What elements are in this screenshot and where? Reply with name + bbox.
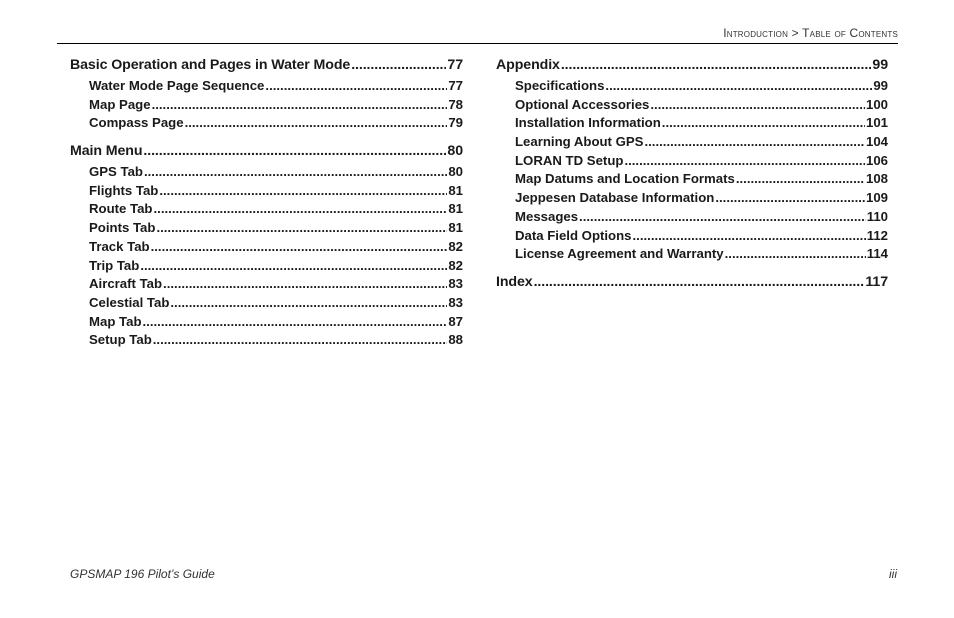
toc-entry-page: 82 (448, 238, 463, 254)
toc-leader-dots (561, 53, 872, 77)
toc-leader-dots (644, 133, 865, 152)
running-header (723, 26, 898, 40)
toc-subsection-entry[interactable] (70, 275, 463, 294)
toc-entry-page: 77 (447, 57, 463, 73)
toc-entry-title: Optional Accessories (515, 96, 650, 112)
toc-entry-title: LORAN TD Setup (515, 152, 624, 168)
toc-subsection-entry[interactable] (496, 170, 888, 189)
toc-entry-title: Map Datums and Location Formats (515, 171, 735, 187)
toc-entry-page: 80 (448, 164, 463, 180)
toc-entry-page: 101 (865, 115, 888, 131)
toc-subsection-entry[interactable] (70, 294, 463, 313)
toc-leader-dots (143, 313, 448, 332)
toc-leader-dots (624, 152, 865, 171)
toc-entry-title: Map Page (89, 96, 151, 112)
toc-entry-page: 83 (448, 294, 463, 310)
footer-page-number: iii (889, 567, 897, 581)
toc-subsection-entry[interactable] (496, 245, 888, 264)
toc-subsection-entry[interactable] (70, 96, 463, 115)
toc-subsection-entry[interactable] (70, 182, 463, 201)
toc-column-left (70, 53, 463, 350)
toc-entry-title: Index (496, 273, 533, 290)
toc-subsection-entry[interactable] (496, 189, 888, 208)
toc-entry-title: Jeppesen Database Information (515, 190, 715, 206)
toc-entry-title: Data Field Options (515, 227, 632, 243)
toc-subsection-entry[interactable] (496, 96, 888, 115)
toc-subsection-entry[interactable] (70, 219, 463, 238)
toc-entry-title: Appendix (496, 57, 560, 73)
toc-leader-dots (662, 114, 865, 133)
toc-entry-title: Points Tab (89, 220, 156, 236)
toc-subsection-entry[interactable] (496, 227, 888, 246)
toc-subsection-entry[interactable] (70, 238, 463, 257)
toc-leader-dots (736, 170, 865, 189)
toc-subsection-entry[interactable] (70, 77, 463, 96)
toc-entry-page: 80 (447, 143, 463, 160)
toc-subsection-entry[interactable] (496, 77, 888, 96)
toc-entry-title: Messages (515, 208, 579, 224)
toc-subsection-entry[interactable] (496, 152, 888, 171)
toc-entry-page: 81 (448, 182, 463, 198)
toc-entry-title: Learning About GPS (515, 134, 644, 150)
toc-entry-title: Main Menu (70, 143, 143, 160)
toc-entry-title: Flights Tab (89, 182, 159, 198)
toc-entry-title: Map Tab (89, 313, 142, 329)
toc-entry-page: 112 (866, 227, 888, 243)
toc-column-right (496, 53, 888, 294)
toc-entry-page: 109 (865, 190, 888, 206)
toc-entry-title: Celestial Tab (89, 294, 170, 310)
header-chapter: Table of Contents (802, 26, 898, 40)
toc-leader-dots (159, 182, 447, 201)
toc-subsection-entry[interactable] (70, 114, 463, 133)
toc-entry-page: 81 (448, 201, 463, 217)
toc-leader-dots (163, 275, 447, 294)
toc-entry-page: 82 (448, 257, 463, 273)
toc-entry-title: Track Tab (89, 238, 150, 254)
toc-section-entry[interactable] (70, 53, 463, 77)
toc-leader-dots (633, 227, 866, 246)
toc-subsection-entry[interactable] (496, 133, 888, 152)
toc-entry-title: Route Tab (89, 201, 153, 217)
toc-entry-page: 106 (865, 152, 888, 168)
toc-entry-title: Compass Page (89, 115, 184, 131)
toc-subsection-entry[interactable] (496, 208, 888, 227)
toc-leader-dots (156, 219, 447, 238)
toc-subsection-entry[interactable] (70, 200, 463, 219)
toc-entry-page: 77 (448, 78, 463, 93)
toc-entry-title: Basic Operation and Pages in Water Mode (70, 57, 351, 73)
toc-leader-dots (534, 270, 865, 294)
toc-entry-title: Installation Information (515, 115, 661, 131)
header-rule (57, 43, 898, 44)
toc-entry-title: Setup Tab (89, 332, 152, 348)
toc-subsection-entry[interactable] (70, 257, 463, 276)
toc-leader-dots (185, 114, 448, 133)
toc-section-entry[interactable] (70, 139, 463, 163)
toc-leader-dots (151, 238, 448, 257)
toc-leader-dots (153, 331, 448, 350)
toc-leader-dots (579, 208, 866, 227)
toc-leader-dots (605, 77, 872, 96)
toc-leader-dots (144, 163, 447, 182)
toc-entry-title: Aircraft Tab (89, 276, 163, 292)
footer-guide-title: GPSMAP 196 Pilot’s Guide (70, 567, 215, 581)
toc-entry-page: 79 (448, 115, 463, 131)
toc-leader-dots (140, 257, 447, 276)
toc-subsection-entry[interactable] (496, 114, 888, 133)
toc-entry-title: GPS Tab (89, 164, 143, 180)
toc-entry-page: 114 (866, 246, 888, 262)
toc-entry-page: 99 (872, 57, 888, 73)
toc-subsection-entry[interactable] (70, 331, 463, 350)
toc-entry-page: 110 (866, 208, 888, 224)
toc-entry-page: 78 (448, 96, 463, 112)
toc-entry-page: 87 (448, 313, 463, 329)
toc-leader-dots (725, 245, 866, 264)
toc-entry-title: Water Mode Page Sequence (89, 78, 265, 93)
toc-leader-dots (170, 294, 447, 313)
toc-entry-title: Trip Tab (89, 257, 140, 273)
toc-entry-page: 81 (448, 220, 463, 236)
toc-entry-title: Specifications (515, 78, 605, 93)
toc-section-entry[interactable] (496, 53, 888, 77)
toc-leader-dots (265, 77, 447, 96)
toc-subsection-entry[interactable] (70, 163, 463, 182)
toc-entry-page: 104 (865, 134, 888, 150)
toc-entry-title: License Agreement and Warranty (515, 246, 724, 262)
header-section: Introduction (723, 26, 789, 40)
toc-entry-page: 88 (448, 332, 463, 348)
header-separator: > (791, 26, 799, 40)
toc-leader-dots (154, 200, 448, 219)
toc-entry-page: 108 (865, 171, 888, 187)
toc-entry-page: 83 (448, 276, 463, 292)
toc-leader-dots (351, 53, 446, 77)
toc-entry-page: 117 (865, 273, 888, 290)
toc-leader-dots (152, 96, 448, 115)
toc-leader-dots (650, 96, 865, 115)
toc-leader-dots (143, 139, 446, 163)
toc-section-entry[interactable] (496, 270, 888, 294)
toc-leader-dots (715, 189, 865, 208)
toc-entry-page: 100 (865, 96, 888, 112)
toc-entry-page: 99 (873, 78, 888, 93)
toc-subsection-entry[interactable] (70, 313, 463, 332)
